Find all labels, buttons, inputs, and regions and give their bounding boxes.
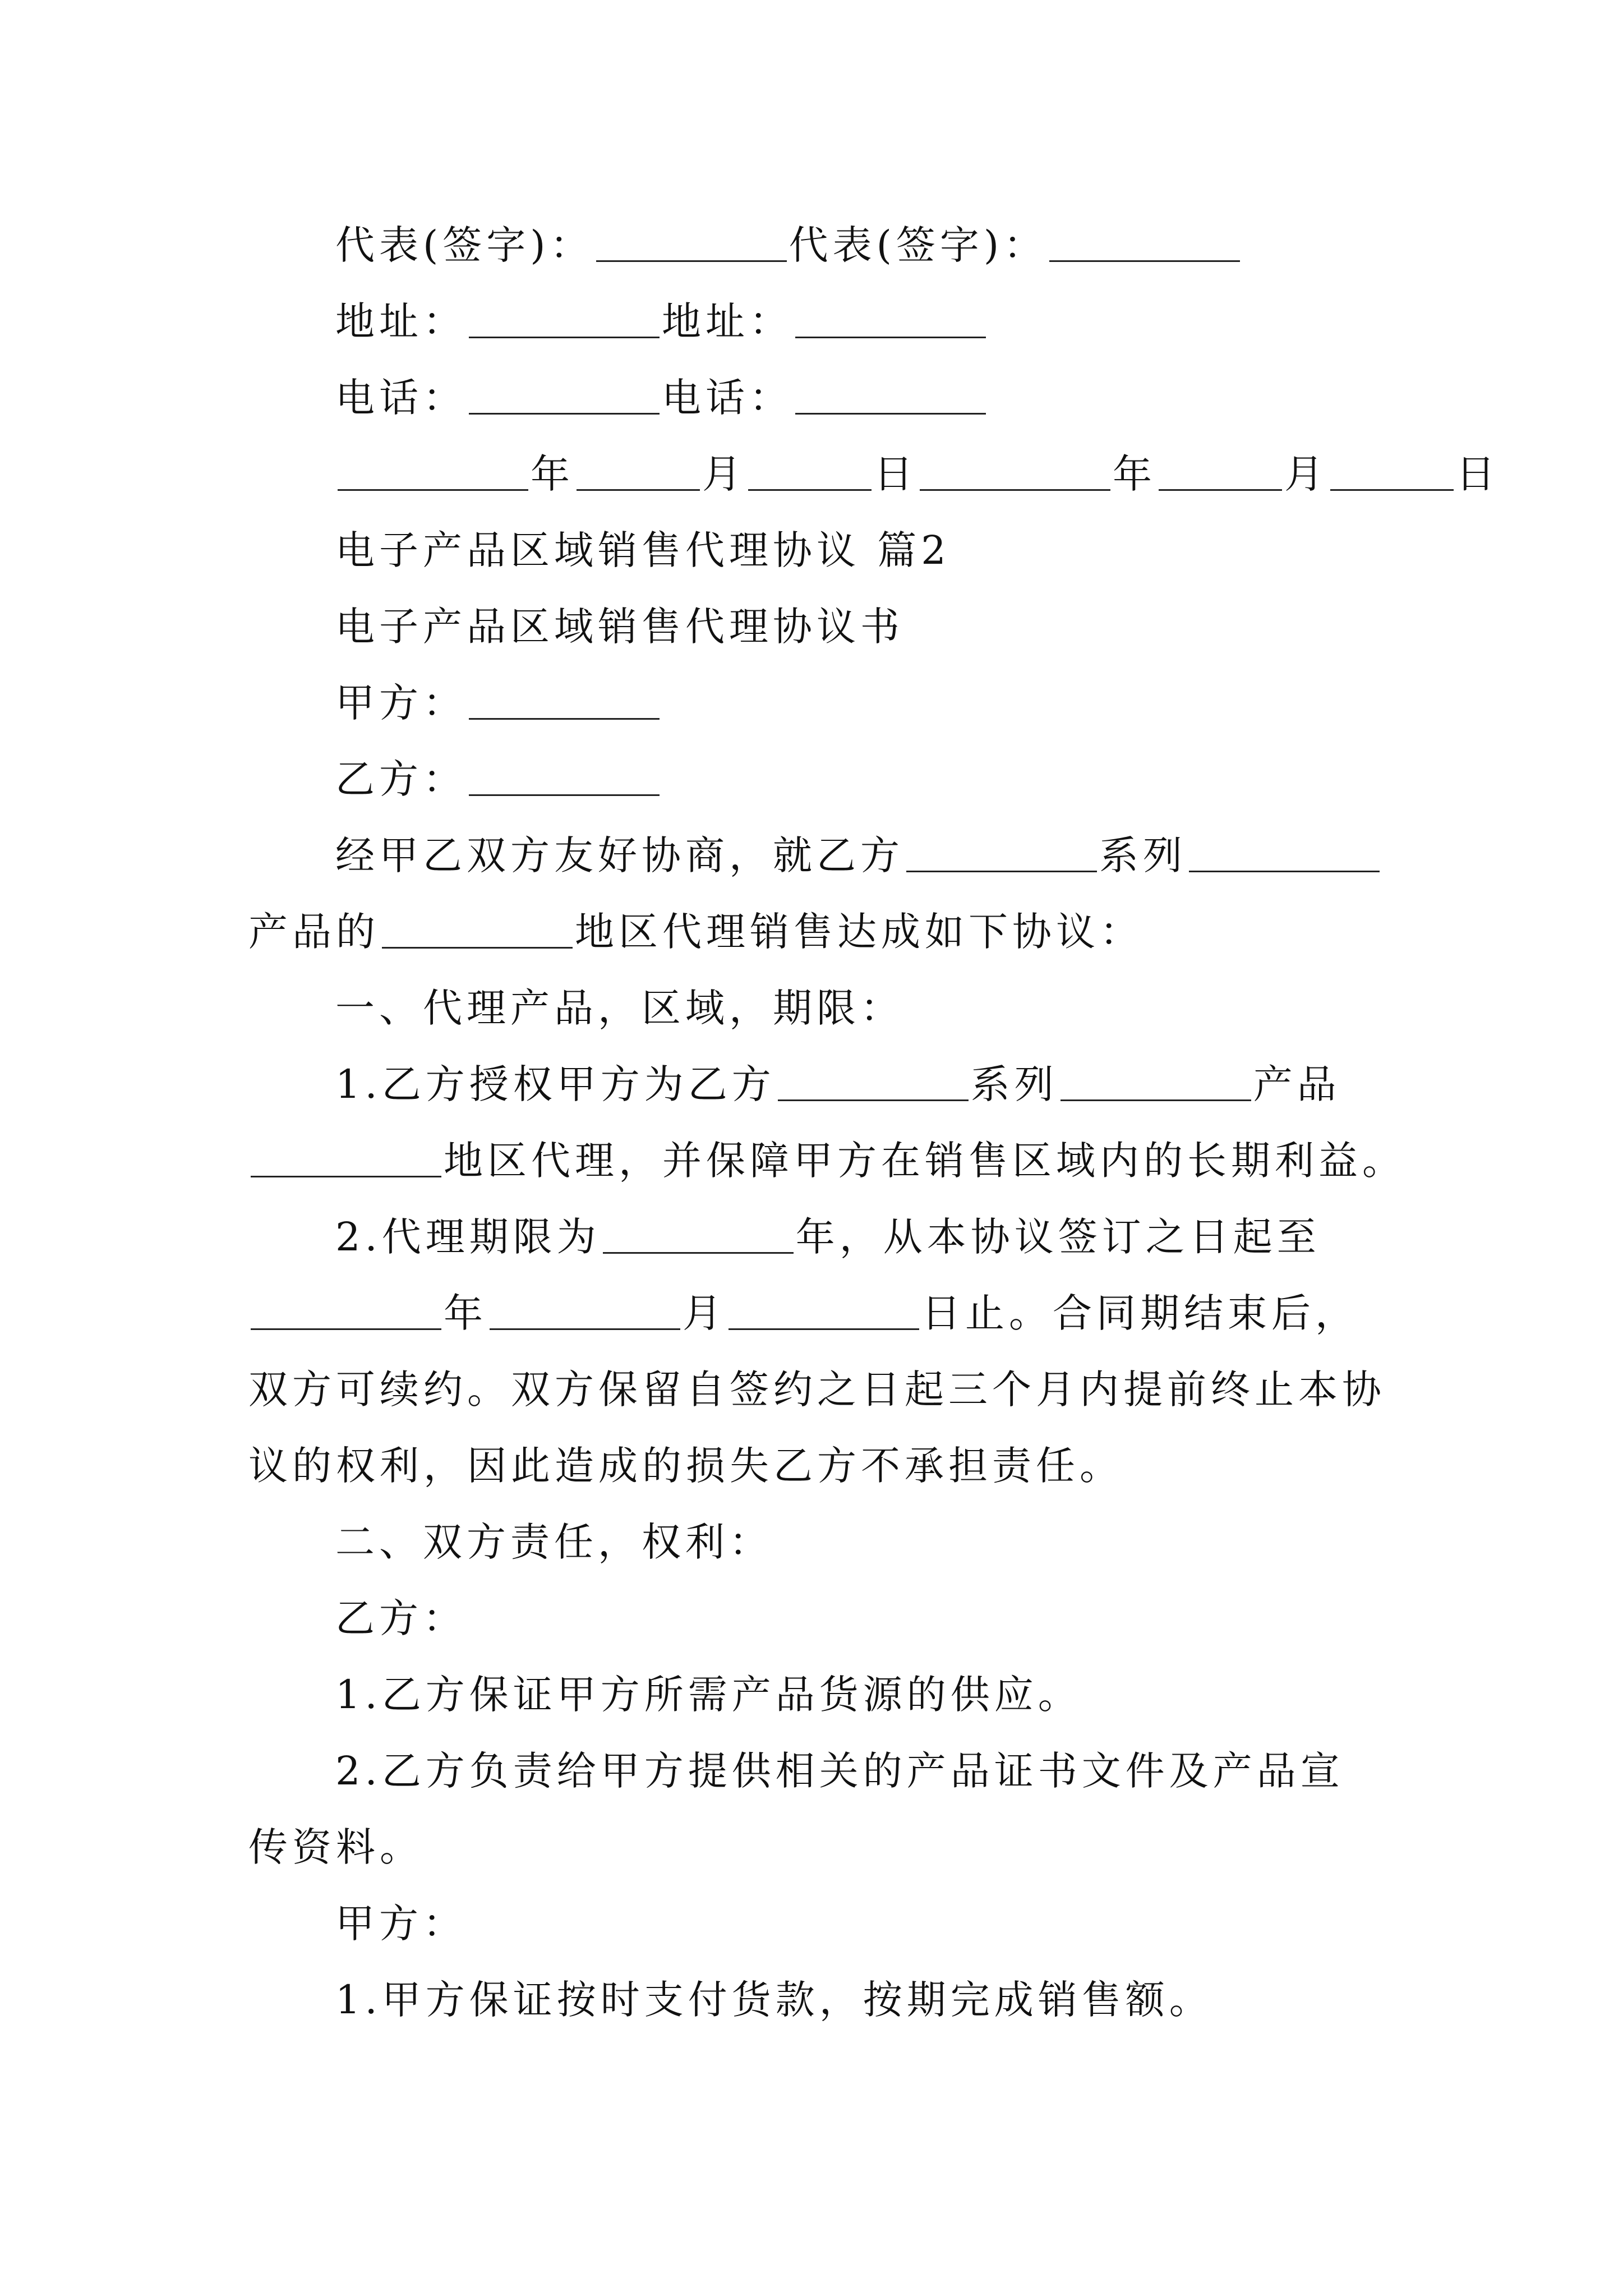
clause-text: 月: [683, 1290, 726, 1336]
party-a-label: 甲方：: [335, 680, 467, 726]
address-label-b: 地址：: [662, 298, 793, 344]
year-blank-a: [338, 450, 528, 491]
end-year-blank: [251, 1289, 441, 1330]
document-title: 电子产品区域销售代理协议书: [335, 604, 904, 650]
signing-date-line: [0, 449, 1623, 499]
year-label-a: 年: [531, 451, 574, 497]
end-month-blank: [490, 1289, 680, 1330]
party-b-blank: [469, 755, 660, 796]
preamble-text: 经甲乙双方友好协商，就乙方: [335, 832, 904, 878]
phone-line: [0, 372, 1623, 423]
day-blank-a: [748, 450, 872, 491]
preamble-text: 地区代理销售达成如下协议：: [575, 909, 1144, 955]
year-blank-b: [920, 450, 1110, 491]
preamble-text: 产品的: [248, 909, 380, 955]
clause-2-party-b-item-2-line-1: 2.乙方负责给甲方提供相关的产品证书文件及产品宣: [335, 1748, 1344, 1794]
month-blank-a: [577, 450, 700, 491]
clause-text: 日止。合同期结束后，: [921, 1290, 1359, 1336]
brand-blank: [778, 1060, 969, 1101]
clause-text: 1.乙方授权甲方为乙方: [335, 1061, 776, 1107]
party-b-line: [0, 754, 1623, 804]
month-blank-b: [1159, 450, 1282, 491]
day-blank-b: [1330, 450, 1454, 491]
clause-1-item-1-line-2: [0, 1135, 1623, 1186]
party-a-line: [0, 678, 1623, 728]
representative-label-b: 代表(签字)：: [789, 222, 1048, 268]
address-blank-b: [795, 297, 986, 338]
party-b-label: 乙方：: [335, 756, 467, 802]
clause-2-party-b-item-1: 1.乙方保证甲方所需产品货源的供应。: [335, 1672, 1082, 1718]
month-label-b: 月: [1284, 451, 1328, 497]
clause-text: 2.代理期限为: [335, 1214, 601, 1260]
clause-text: 产品: [1253, 1061, 1341, 1107]
section-heading: 电子产品区域销售代理协议 篇2: [335, 527, 951, 573]
clause-2-party-b-item-2-line-2: 传资料。: [248, 1824, 423, 1870]
preamble-text: 系列: [1099, 832, 1187, 878]
end-day-blank: [728, 1289, 919, 1330]
phone-blank-b: [795, 374, 986, 415]
year-label-b: 年: [1113, 451, 1156, 497]
clause-text: 地区代理，并保障甲方在销售区域内的长期利益。: [444, 1138, 1406, 1184]
clause-text: 年: [444, 1290, 487, 1336]
representative-blank-a: [596, 221, 787, 262]
clause-2-heading: 二、双方责任，权利：: [335, 1519, 773, 1565]
party-a-blank: [469, 679, 660, 720]
preamble-line-2: [0, 907, 1623, 957]
phone-label-a: 电话：: [335, 375, 467, 421]
region-blank: [382, 908, 573, 949]
clause-2-party-a-item-1: 1.甲方保证按时支付货款，按期完成销售额。: [335, 1977, 1213, 2023]
series-blank: [1189, 831, 1380, 872]
clause-1-item-1-line-1: [0, 1059, 1623, 1110]
address-blank-a: [469, 297, 660, 338]
phone-blank-a: [469, 374, 660, 415]
clause-text: 年，从本协议签订之日起至: [795, 1214, 1321, 1260]
region-blank: [251, 1137, 441, 1177]
clause-2-party-a-label: 甲方：: [335, 1901, 467, 1947]
representative-blank-b: [1049, 221, 1240, 262]
series-blank: [1061, 1060, 1251, 1101]
clause-1-item-2-line-4: 议的权利，因此造成的损失乙方不承担责任。: [248, 1443, 1123, 1489]
day-label-b: 日: [1456, 451, 1500, 497]
clause-2-party-b-label: 乙方：: [335, 1595, 467, 1641]
representative-signature-line: [0, 220, 1623, 270]
clause-1-item-2-line-3: 双方可续约。双方保留自签约之日起三个月内提前终止本协: [248, 1366, 1386, 1412]
preamble-line-1: [0, 830, 1623, 881]
brand-blank: [906, 831, 1097, 872]
term-years-blank: [603, 1213, 794, 1254]
clause-1-item-2-line-1: [0, 1212, 1623, 1262]
day-label-a: 日: [874, 451, 917, 497]
clause-1-item-2-line-2: [0, 1288, 1623, 1338]
address-line: [0, 296, 1623, 347]
representative-label-a: 代表(签字)：: [335, 222, 594, 268]
address-label-a: 地址：: [335, 298, 467, 344]
clause-1-heading: 一、代理产品，区域，期限：: [335, 985, 904, 1031]
phone-label-b: 电话：: [662, 375, 793, 421]
clause-text: 系列: [970, 1061, 1058, 1107]
month-label-a: 月: [702, 451, 746, 497]
